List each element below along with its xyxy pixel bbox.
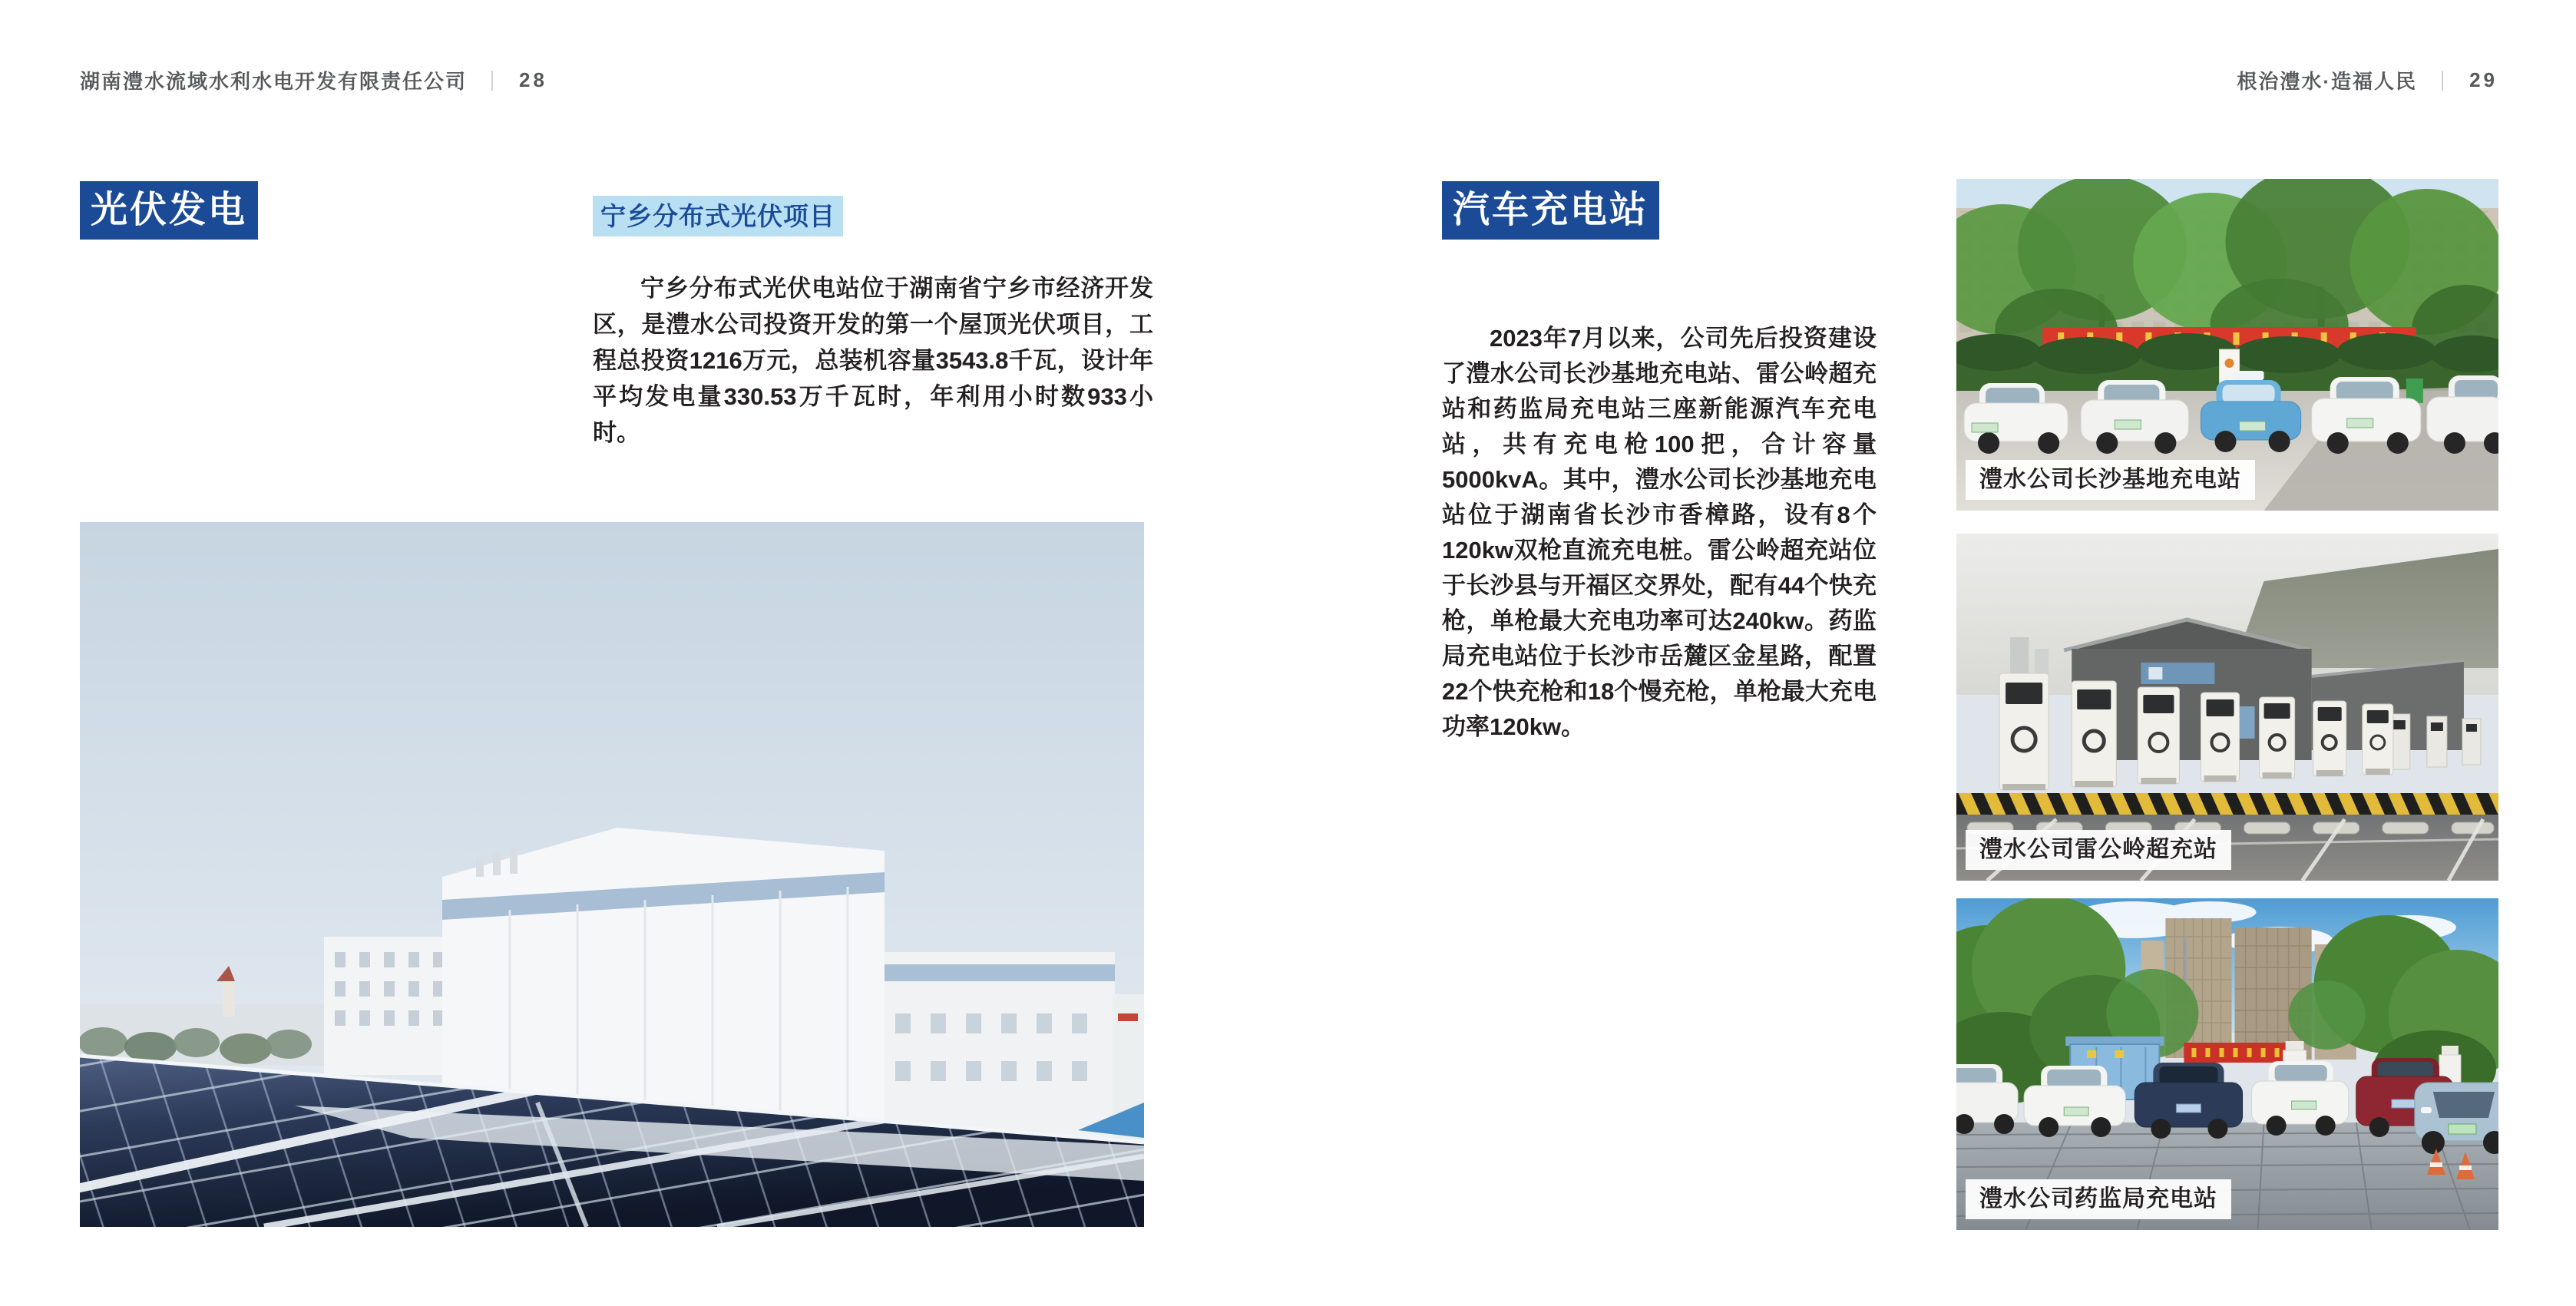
section-badge-photovoltaic: 光伏发电 [80,181,258,240]
section-badge-ev-charging: 汽车充电站 [1442,181,1659,240]
hazard-stripe-barrier [1956,793,2498,816]
subsection-title-ningxiang-pv: 宁乡分布式光伏项目 [593,196,843,236]
header-right [2237,66,2498,94]
car-white-3 [2252,1061,2349,1136]
header-left [80,66,547,94]
far-charging-piles [2387,714,2481,769]
header-company-name: 湖南澧水流域水利水电开发有限责任公司 [80,70,468,93]
header-divider: ｜ [2432,70,2455,93]
photo-caption: 澧水公司雷公岭超充站 [1966,830,2231,870]
photo-solar-rooftop [80,522,1144,1227]
paragraph-photovoltaic: 宁乡分布式光伏电站位于湖南省宁乡市经济开发区，是澧水公司投资开发的第一个屋顶光伏项目，工程总投资1216万元，总装机容量3543.8千瓦，设计年平均发电量330.53万千瓦时，年利用小时数933小时。 [593,275,1153,446]
photo-changsha-base-station [1956,179,2498,511]
page-number-right: 29 [2469,68,2498,91]
solar-rooftop-illustration [80,522,1144,1227]
photo-caption: 澧水公司长沙基地充电站 [1966,460,2255,500]
photo-leigongling-station [1956,534,2498,881]
photo-yaojianju-station [1956,898,2498,1230]
paragraph-ev-charging: 2023年7月以来，公司先后投资建设了澧水公司长沙基地充电站、雷公岭超充站和药监局充电站三座新能源汽车充电站，共有充电枪100把，合计容量5000kvA。其中，澧水公司长沙基地充电站位于湖南省长沙市香樟路，设有8个120kw双枪直流充电桩。雷公岭超充站位于长沙县与开福区交界处，配有44个快充枪，单枪最大充电功率可达240kw。药监局充电站位于长沙市岳麓区金星路，配置22个快充枪和18个慢充枪，单枪最大充电功率120kw。 [1442,325,1877,740]
page-number-left: 28 [519,68,547,91]
leigongling-illustration [1956,534,2498,881]
header-slogan: 根治澧水·造福人民 [2237,70,2418,93]
header-divider: ｜ [482,70,504,93]
photo-caption: 澧水公司药监局充电站 [1966,1179,2231,1219]
